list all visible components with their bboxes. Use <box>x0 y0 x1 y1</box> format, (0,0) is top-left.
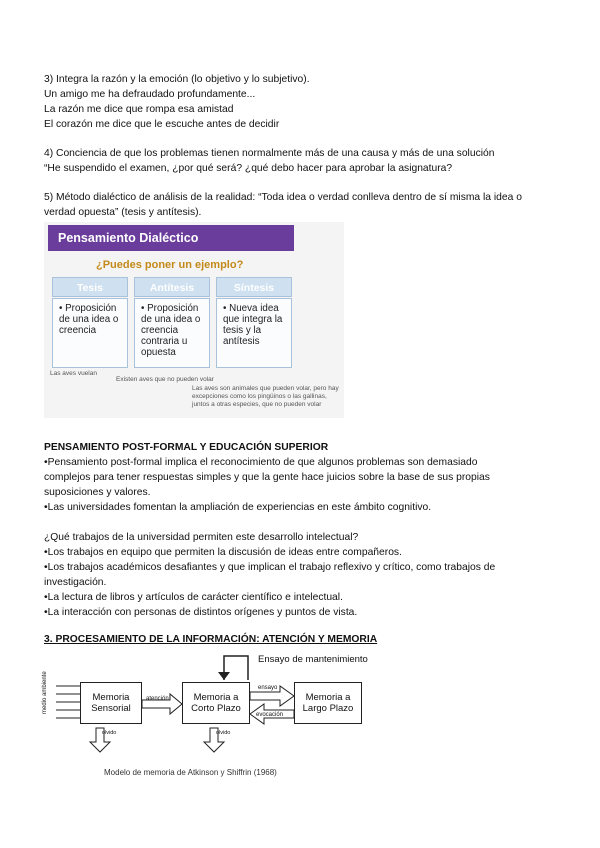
postformal-line-2: complejos para tener respuestas simples y que la gente hace juicios sobre la base de sus propias <box>44 472 490 483</box>
postformal-line-3: suposiciones y valores. <box>44 487 151 498</box>
synthesis-header: Síntesis <box>216 277 292 297</box>
point-4-heading: 4) Conciencia de que los problemas tienen normalmente más de una causa y más de una solución <box>44 148 495 159</box>
university-bullet-2-cont: investigación. <box>44 577 107 588</box>
forget-label-2: olvido <box>216 730 231 736</box>
rehearsal-label: ensayo <box>258 685 278 691</box>
point-3-example-3: El corazón me dice que le escuche antes de decidir <box>44 119 280 130</box>
retrieval-label: evocación <box>256 712 284 718</box>
dialectic-figure <box>44 222 344 418</box>
environment-label: medio ambiente <box>42 671 48 714</box>
point-3-example-2: La razón me dice que rompa esa amistad <box>44 104 234 115</box>
sensory-memory-box: Memoria Sensorial <box>80 682 142 724</box>
point-5-line-1: 5) Método dialéctico de análisis de la realidad: “Toda idea o verdad conlleva dentro de sí misma la idea o <box>44 192 522 203</box>
maintenance-loop-head <box>218 672 230 680</box>
long-term-memory-box: Memoria a Largo Plazo <box>294 682 362 724</box>
dialectic-title: Pensamiento Dialéctico <box>48 225 294 251</box>
forget-label-1: olvido <box>102 730 117 736</box>
maintenance-loop <box>224 656 248 680</box>
point-3-heading: 3) Integra la razón y la emoción (lo objetivo y lo subjetivo). <box>44 74 310 85</box>
thesis-body: • Proposición de una idea o creencia <box>52 298 128 368</box>
thesis-example: Las aves vuelan <box>50 370 97 377</box>
university-bullet-4: •La interacción con personas de distintos orígenes y puntos de vista. <box>44 607 358 618</box>
attention-label: atención <box>146 696 169 702</box>
postformal-line-4: •Las universidades fomentan la ampliación de experiencias en este ámbito cognitivo. <box>44 502 432 513</box>
postformal-heading: PENSAMIENTO POST-FORMAL Y EDUCACIÓN SUPERIOR <box>44 442 329 453</box>
point-3-example-1: Un amigo me ha defraudado profundamente... <box>44 89 256 100</box>
section-3-title: 3. PROCESAMIENTO DE LA INFORMACIÓN: ATENCIÓN Y MEMORIA <box>44 634 378 645</box>
memory-model-figure <box>42 652 372 782</box>
thesis-header: Tesis <box>52 277 128 297</box>
antithesis-header: Antítesis <box>134 277 210 297</box>
synthesis-body: • Nueva idea que integra la tesis y la antítesis <box>216 298 292 368</box>
university-question: ¿Qué trabajos de la universidad permiten este desarrollo intelectual? <box>44 532 359 543</box>
synthesis-example: Las aves son animales que pueden volar, pero hay excepciones como los pingüinos o las gallinas, juntos a otras especies, que no pueden volar <box>192 385 339 408</box>
maintenance-rehearsal-label: Ensayo de mantenimiento <box>258 654 368 665</box>
antithesis-example: Existen aves que no pueden volar <box>116 376 214 383</box>
dialectic-question: ¿Puedes poner un ejemplo? <box>96 259 244 271</box>
university-bullet-1: •Los trabajos en equipo que permiten la discusión de ideas entre compañeros. <box>44 547 402 558</box>
university-bullet-2: •Los trabajos académicos desafiantes y que implican el trabajo reflexivo y crítico, como trabajos de <box>44 562 496 573</box>
point-5-line-2: verdad opuesta” (tesis y antítesis). <box>44 207 202 218</box>
postformal-line-1: •Pensamiento post-formal implica el reconocimiento de que algunos problemas son demasiado <box>44 457 478 468</box>
university-bullet-3: •La lectura de libros y artículos de carácter científico e intelectual. <box>44 592 343 603</box>
memory-figure-caption: Modelo de memoria de Atkinson y Shiffrin (1968) <box>104 768 277 777</box>
point-4-example: “He suspendido el examen, ¿por qué será? ¿qué debo hacer para aprobar la asignatura? <box>44 163 453 174</box>
short-term-memory-box: Memoria a Corto Plazo <box>182 682 250 724</box>
antithesis-body: • Proposición de una idea o creencia contraria u opuesta <box>134 298 210 368</box>
